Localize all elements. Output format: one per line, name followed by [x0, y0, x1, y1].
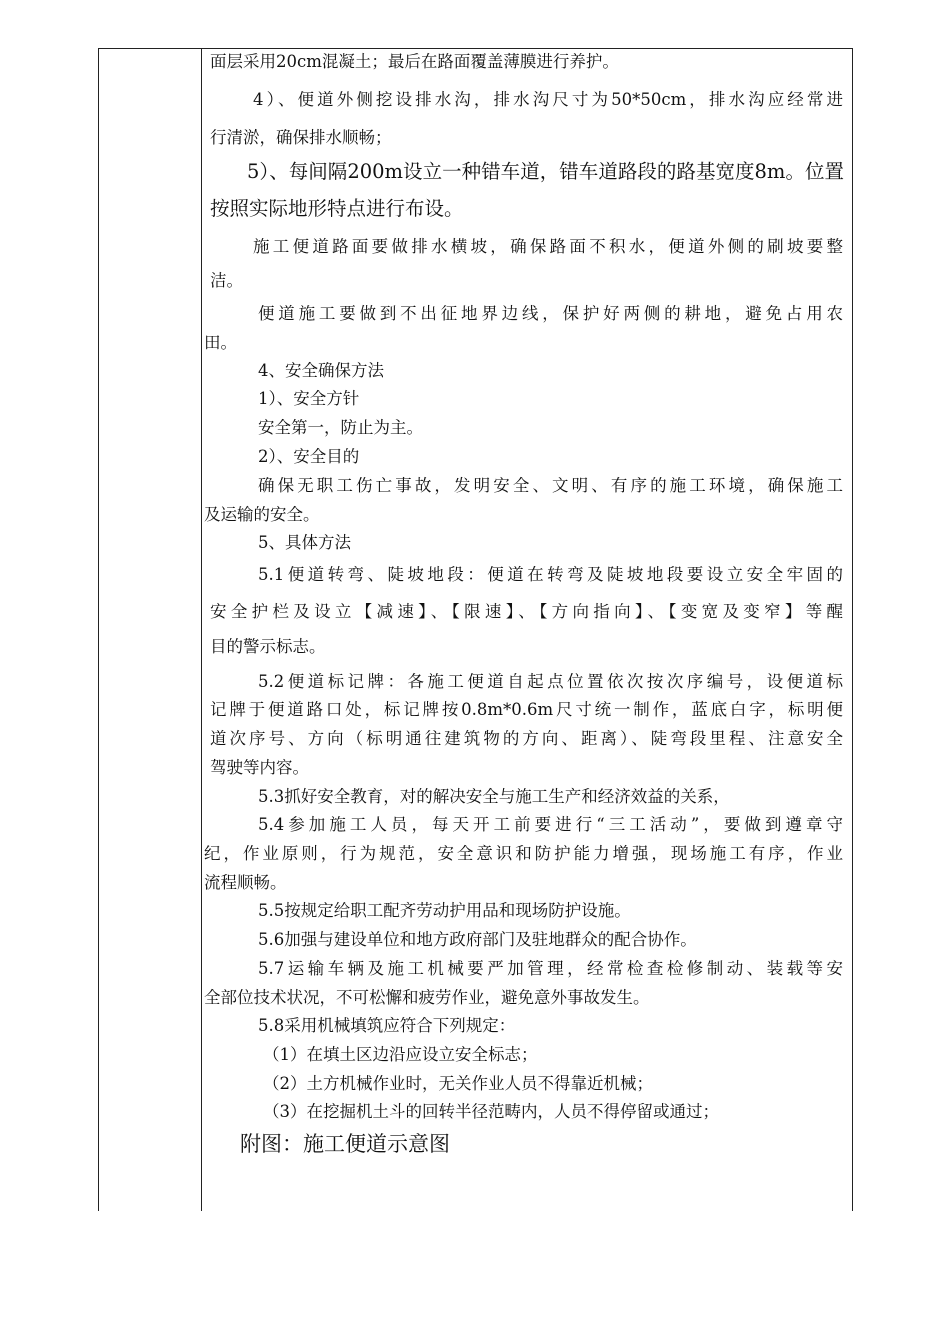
text-line-02: 4）、便道外侧挖设排水沟，排水沟尺寸为50*50cm，排水沟应经常进	[253, 90, 843, 109]
text-line-08: 便道施工要做到不出征地界边线，保护好两侧的耕地，避免占用农	[258, 304, 843, 323]
text-line-01: 面层采用20cm混凝土；最后在路面覆盖薄膜进行养护。	[210, 52, 619, 71]
figure-caption: 附图：施工便道示意图	[240, 1132, 450, 1156]
text-line-30: 5.7运输车辆及施工机械要严加管理，经常检查检修制动、装载等安	[258, 959, 843, 978]
table-column-divider	[201, 48, 202, 1211]
text-line-29: 5.6加强与建设单位和地方政府部门及驻地群众的配合协作。	[258, 930, 697, 949]
text-line-06: 施工便道路面要做排水横坡，确保路面不积水，便道外侧的刷坡要整	[253, 237, 843, 256]
text-line-28: 5.5按规定给职工配齐劳动护用品和现场防护设施。	[258, 901, 631, 920]
list-item-1: （1）在填土区边沿应设立安全标志；	[263, 1045, 538, 1064]
text-line-13: 2）、安全目的	[258, 447, 360, 466]
section-heading-methods: 5、具体方法	[258, 533, 351, 552]
list-item-2: （2）土方机械作业时，无关作业人员不得靠近机械；	[263, 1074, 653, 1093]
list-item-3: （3）在挖掘机土斗的回转半径范畴内，人员不得停留或通过；	[263, 1102, 719, 1121]
text-line-03: 行清淤，确保排水顺畅；	[210, 128, 392, 147]
table-top-border	[98, 48, 853, 49]
table-right-border	[852, 48, 853, 1211]
text-line-31: 全部位技术状况，不可松懈和疲劳作业，避免意外事故发生。	[204, 988, 650, 1007]
text-line-07: 洁。	[210, 271, 243, 290]
text-line-14: 确保无职工伤亡事故，发明安全、文明、有序的施工环境，确保施工	[258, 476, 843, 495]
text-line-23: 驾驶等内容。	[210, 758, 309, 777]
text-line-05: 按照实际地形特点进行布设。	[210, 197, 464, 220]
text-line-09: 田。	[204, 333, 237, 352]
text-line-17: 5.1便道转弯、陡坡地段：便道在转弯及陡坡地段要设立安全牢固的	[258, 565, 843, 584]
text-line-22: 道次序号、方向（标明通往建筑物的方向、距离）、陡弯段里程、注意安全	[210, 729, 843, 748]
text-line-20: 5.2便道标记牌：各施工便道自起点位置依次按次序编号，设便道标	[258, 672, 843, 691]
text-line-25: 5.4参加施工人员，每天开工前要进行“三工活动”，要做到遵章守	[258, 815, 843, 834]
text-line-26: 纪，作业原则，行为规范，安全意识和防护能力增强，现场施工有序，作业	[204, 844, 843, 863]
text-line-32: 5.8采用机械填筑应符合下列规定：	[258, 1016, 516, 1035]
text-line-15: 及运输的安全。	[204, 505, 320, 524]
text-line-21: 记牌于便道路口处，标记牌按0.8m*0.6m尺寸统一制作，蓝底白字，标明便	[210, 700, 843, 719]
text-line-24: 5.3抓好安全教育，对的解决安全与施工生产和经济效益的关系，	[258, 787, 730, 806]
text-line-11: 1）、安全方针	[258, 389, 360, 408]
text-line-19: 目的警示标志。	[210, 637, 326, 656]
text-line-04: 5）、每间隔200m设立一种错车道，错车道路段的路基宽度8m。位置	[247, 160, 844, 183]
text-line-27: 流程顺畅。	[204, 873, 287, 892]
table-left-border	[98, 48, 99, 1211]
text-line-18: 安全护栏及设立【减速】、【限速】、【方向指向】、【变宽及变窄】等醒	[210, 602, 843, 621]
section-heading-safety: 4、安全确保方法	[258, 361, 384, 380]
text-line-12: 安全第一，防止为主。	[258, 418, 423, 437]
